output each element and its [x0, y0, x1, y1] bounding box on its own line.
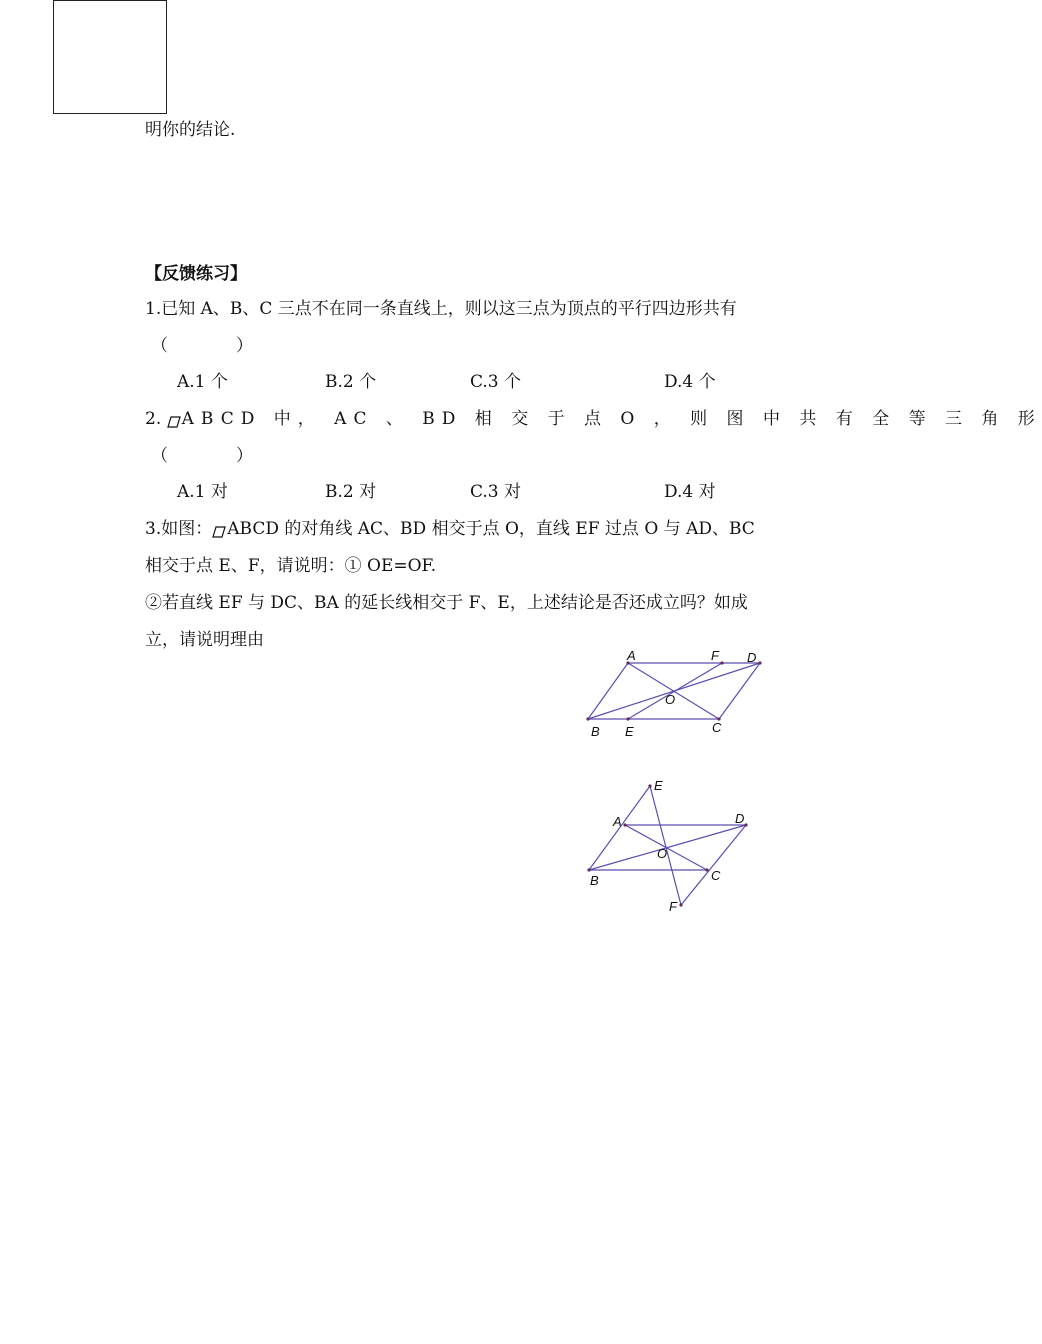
q1-option-a: A.1 个: [177, 372, 228, 392]
q1-option-b: B.2 个: [325, 372, 377, 392]
q3-line1-rest: ABCD 的对角线 AC、BD 相交于点 O，直线 EF 过点 O 与 AD、BC: [227, 519, 755, 539]
fig1-label-e: E: [625, 724, 634, 739]
fig1-label-b: B: [591, 724, 600, 739]
fig2-label-c: C: [711, 868, 721, 883]
fig2-diagonal-bd: [589, 825, 746, 870]
section-title: 【反馈练习】: [145, 264, 247, 284]
q3-line2: 相交于点 E、F，请说明：① OE=OF.: [145, 556, 437, 576]
q2-blank: （ ）: [151, 446, 253, 466]
q2-option-a: A.1 对: [177, 482, 228, 502]
fig1-label-d: D: [747, 650, 757, 665]
q3-prefix: 3.如图：: [145, 519, 213, 539]
fig2-label-d: D: [735, 811, 745, 826]
q1-option-d: D.4 个: [664, 372, 716, 392]
continuation-text: 明你的结论.: [145, 120, 236, 140]
fig2-label-f: F: [669, 899, 677, 914]
q2-option-c: C.3 对: [470, 482, 522, 502]
q1-stem: 1.已知 A、B、C 三点不在同一条直线上，则以这三点为顶点的平行四边形共有: [145, 299, 737, 319]
q1-blank: （ ）: [151, 336, 253, 356]
fig2-line-dc-extended: [681, 825, 746, 905]
fig1-label-a: A: [627, 648, 636, 663]
fig1-label-o: O: [665, 692, 676, 707]
fig2-label-o: O: [657, 846, 668, 861]
fig1-label-f: F: [711, 648, 719, 663]
q2-stem: ABCD 中， AC 、 BD 相 交 于 点 O ， 则 图 中 共 有 全 等 三 角 形: [181, 409, 1042, 429]
q2-option-b: B.2 对: [325, 482, 377, 502]
q3-line4: 立，请说明理由: [145, 630, 264, 650]
q2-option-d: D.4 对: [664, 482, 716, 502]
q2-number: 2.: [145, 409, 162, 429]
fig2-label-b: B: [590, 873, 599, 888]
fig2-label-a: A: [613, 814, 622, 829]
fig2-label-e: E: [654, 778, 663, 793]
q1-option-c: C.3 个: [470, 372, 522, 392]
fig1-label-c: C: [712, 720, 722, 735]
q3-line3: ②若直线 EF 与 DC、BA 的延长线相交于 F、E，上述结论是否还成立吗？如成: [145, 593, 748, 613]
